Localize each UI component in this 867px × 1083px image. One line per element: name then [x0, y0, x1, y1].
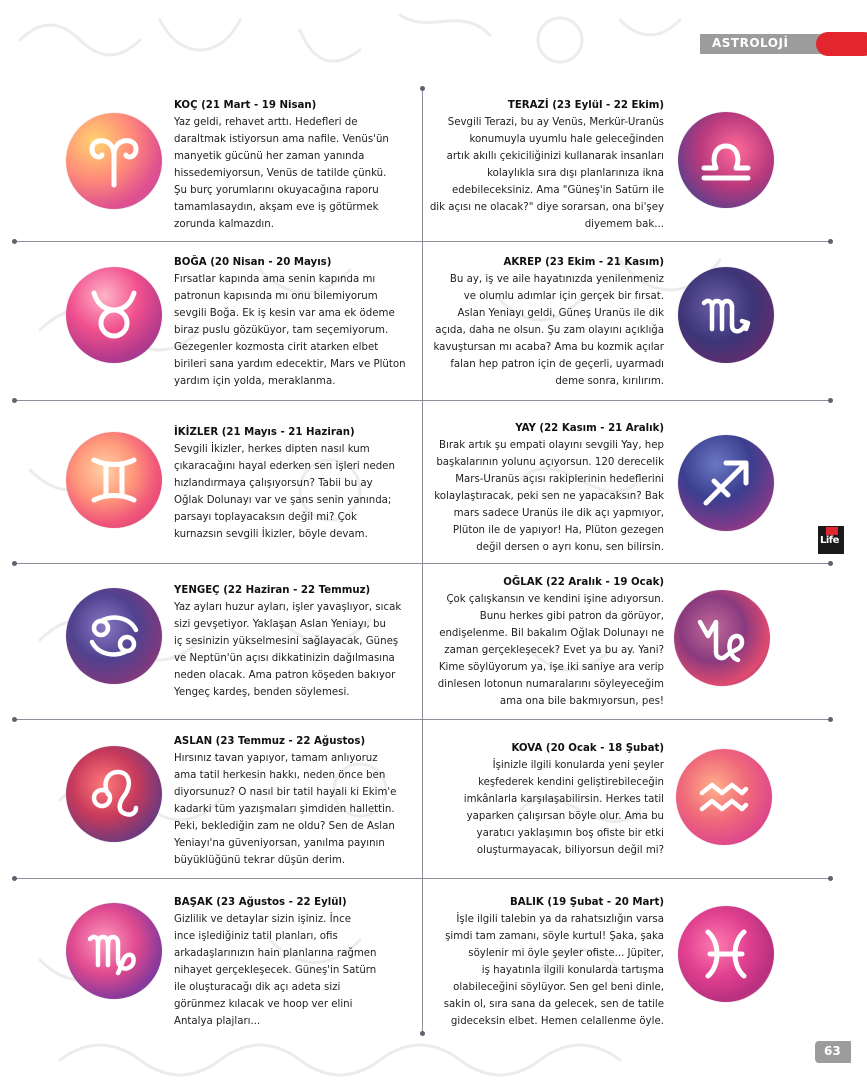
- pisces-entry: [418, 894, 664, 1030]
- life-logo: [818, 526, 844, 554]
- capricorn-badge: [674, 590, 770, 686]
- divider-dot: [828, 561, 833, 566]
- aries-icon: [84, 131, 144, 191]
- leo-title: ASLAN (23 Temmuz - 22 Ağustos): [174, 736, 366, 747]
- aries-badge: [66, 113, 162, 209]
- libra-title: TERAZİ (23 Eylül - 22 Ekim): [507, 100, 664, 111]
- section-pill-decoration: [816, 32, 867, 56]
- divider-dot: [12, 239, 17, 244]
- cancer-text: Yaz ayları huzur ayları, işler yavaşlıyor, sıcak sizi gevşetiyor. Yaklaşan Aslan Yeniayı, bu iç sesinizin yükselmesini sağlayacak, Güneş ve Neptün'ün açısı dikkatinizin dağılmasına neden olacak. Ama patron köşeden bakıyor Yengeç kardeş, benden söylemesi.: [174, 602, 402, 698]
- divider-dot: [420, 86, 425, 91]
- libra-entry: [418, 97, 664, 233]
- pisces-text: İşle ilgili talebin ya da rahatsızlığın varsa şimdi tam zamanı, söyle kurtul! Şaka, şaka söylenir mi öyle şeyler ofiste... Jüpiter, iş hayatınla ilgili konularda tartışma olabileceğini söylüyor. Sen gel beni dinle, sakin ol, sıra sana da gelecek, sen de tatile gideceksin elbet. Hemen celallenme öyle.: [443, 914, 664, 1027]
- taurus-icon: [84, 285, 144, 345]
- libra-badge: [678, 112, 774, 208]
- virgo-icon: [84, 921, 144, 981]
- divider-dot: [828, 876, 833, 881]
- divider-dot: [828, 717, 833, 722]
- taurus-text: Fırsatlar kapında ama senin kapında mı patronun kapısında mı onu bilemiyorum sevgili Boğa. Ek iş kesin var ama ek ödeme biraz puslu gözüküyor, tam seçemiyorum. Gezegenler kozmosta cirit atarken elbet birileri sana yardım edecektir, Mars ve Plüton yardım için yolda, meraklanma.: [174, 274, 406, 387]
- leo-badge: [66, 746, 162, 842]
- cancer-badge: [66, 588, 162, 684]
- pisces-icon: [696, 924, 756, 984]
- aries-title: KOÇ (21 Mart - 19 Nisan): [174, 100, 317, 111]
- scorpio-icon: [696, 285, 756, 345]
- libra-text: Sevgili Terazi, bu ay Venüs, Merkür-Uranüs konumuyla uyumlu hale geleceğinden artık akıllı çekiciliğinizi kullanarak insanları kolaylıkla sıra dışı planlarınıza ikna edebileceksiniz. Ama "Güneş'in Satürn ile dik açısı ne olacak?" diye sorarsan, ona bi'şey diyemem bak...: [429, 117, 664, 230]
- capricorn-icon: [692, 608, 752, 668]
- libra-icon: [696, 130, 756, 190]
- row-divider: [14, 241, 830, 242]
- divider-dot: [12, 561, 17, 566]
- aquarius-icon: [694, 767, 754, 827]
- scorpio-text: Bu ay, iş ve aile hayatınızda yenilenmeniz ve olumlu adımlar için gerçek bir fırsat. Aslan Yeniayı geldi, Güneş Uranüs ile dik açıda, daha ne olsun. Şu zam olayını açıklığa kavuştursan mı acaba? Ama bu kozmik açılar falan hep patron için de geçerli, uyarmadı deme sonra, kırılırım.: [433, 274, 664, 387]
- divider-dot: [828, 239, 833, 244]
- cancer-title: YENGEÇ (22 Haziran - 22 Temmuz): [174, 585, 371, 596]
- aquarius-badge: [676, 749, 772, 845]
- row-divider: [14, 400, 830, 401]
- capricorn-title: OĞLAK (22 Aralık - 19 Ocak): [503, 577, 664, 588]
- taurus-title: BOĞA (20 Nisan - 20 Mayıs): [174, 257, 332, 268]
- page-number: 63: [824, 1044, 841, 1058]
- aries-text: Yaz geldi, rehavet arttı. Hedefleri de daraltmak istiyorsun ama nafile. Venüs'ün manyetik gücünü her zaman yanında hissedemiyorsun, Venüs de tatilde çünkü. Şu burç yorumlarını okuyacağına raporu tamamlasaydın, akşam eve iş götürmek zorunda kalmazdın.: [174, 117, 389, 230]
- scorpio-title: AKREP (23 Ekim - 21 Kasım): [503, 257, 664, 268]
- divider-dot: [12, 876, 17, 881]
- section-title: ASTROLOJİ: [712, 36, 789, 50]
- gemini-icon: [84, 450, 144, 510]
- page-number-tab: [815, 1041, 851, 1063]
- leo-entry: [174, 733, 414, 869]
- cancer-icon: [84, 606, 144, 666]
- sagittarius-title: YAY (22 Kasım - 21 Aralık): [515, 423, 664, 434]
- taurus-badge: [66, 267, 162, 363]
- sagittarius-text: Bırak artık şu empati olayını sevgili Yay, hep başkalarının yolunu açıyorsun. 120 derecelik Mars-Uranüs açısı rakiplerinin hedeflerini kolaylaştıracak, peki sen ne yapacaksın? Bak mars sadece Uranüs ile dik açı yapmıyor, Plüton ile de yapıyor! Ha, Plüton gezegen değil dersen o ayrı konu, sen bilirsin.: [434, 440, 664, 553]
- gemini-badge: [66, 432, 162, 528]
- capricorn-entry: [418, 574, 664, 710]
- divider-dot: [12, 398, 17, 403]
- row-divider: [14, 719, 830, 720]
- aquarius-title: KOVA (20 Ocak - 18 Şubat): [511, 743, 664, 754]
- divider-dot: [828, 398, 833, 403]
- leo-text: Hırsınız tavan yapıyor, tamam anlıyoruz ama tatil herkesin hakkı, neden önce ben diyorsunuz? O nasıl bir tatil hayali ki Ekim'e kadarki tüm yazışmaları şimdiden hallettin. Peki, beklediğin zam ne oldu? Sen de Aslan Yeniayı'na güveniyorsan, yanılma payının büyüklüğünü tekrar düşün derim.: [174, 753, 397, 866]
- section-tab: [700, 34, 867, 54]
- virgo-entry: [174, 894, 414, 1030]
- sagittarius-icon: [696, 453, 756, 513]
- capricorn-text: Çok çalışkansın ve kendini işine adıyorsun. Bunu herkes gibi patron da görüyor, endişelenme. Bil bakalım Oğlak Dolunayı ne zaman gerçekleşecek? Evet ya bu ay. Yani? Kime söylüyorum ya, işe iki saniye ara verip dinlesen lotonun numaralarını söyleyeceğim ama ona bile bakmıyorsun, pes!: [437, 594, 664, 707]
- aquarius-text: İşinizle ilgili konularda yeni şeyler keşfederek kendini geliştirebileceğin imkânlarla karşılaşabilirsin. Herkes tatil yaparken çalışırsan böyle olur. Ama bu yaratıcı yaklaşımın boş ofiste bir etki oluşturmayacak, biliyorsun değil mi?: [463, 760, 664, 856]
- cancer-entry: [174, 582, 414, 701]
- pisces-title: BALIK (19 Şubat - 20 Mart): [510, 897, 664, 908]
- scorpio-badge: [678, 267, 774, 363]
- aquarius-entry: [418, 740, 664, 859]
- virgo-badge: [66, 903, 162, 999]
- scorpio-entry: [418, 254, 664, 390]
- row-divider: [14, 878, 830, 879]
- virgo-text: Gizlilik ve detaylar sizin işiniz. İnce ince işlediğiniz tatil planları, ofis arkadaşlarınızın hain planlarına rağmen nihayet gerçekleşecek. Güneş'in Satürn ile oluşturacağı dik açı adeta sizi görünmez kılacak ve hoop ver elini Antalya plajları...: [174, 914, 377, 1027]
- aries-entry: [174, 97, 414, 233]
- sagittarius-entry: [418, 420, 664, 556]
- life-logo-flag: [826, 527, 838, 535]
- divider-dot: [420, 1031, 425, 1036]
- life-logo-text: Life: [820, 535, 839, 546]
- taurus-entry: [174, 254, 414, 390]
- leo-icon: [84, 764, 144, 824]
- gemini-text: Sevgili İkizler, herkes dipten nasıl kum çıkaracağını hayal ederken sen işleri neden hızlandırmaya çalışıyorsun? Tabii bu ay Oğlak Dolunayı var ve şans senin yanında; parsayı toplayacaksın değil mi? Çok kurnazsın sevgili İkizler, böyle devam.: [174, 444, 395, 540]
- pisces-badge: [678, 906, 774, 1002]
- row-divider: [14, 563, 830, 564]
- virgo-title: BAŞAK (23 Ağustos - 22 Eylül): [174, 897, 347, 908]
- gemini-title: İKİZLER (21 Mayıs - 21 Haziran): [174, 427, 355, 438]
- sagittarius-badge: [678, 435, 774, 531]
- gemini-entry: [174, 424, 414, 543]
- divider-dot: [12, 717, 17, 722]
